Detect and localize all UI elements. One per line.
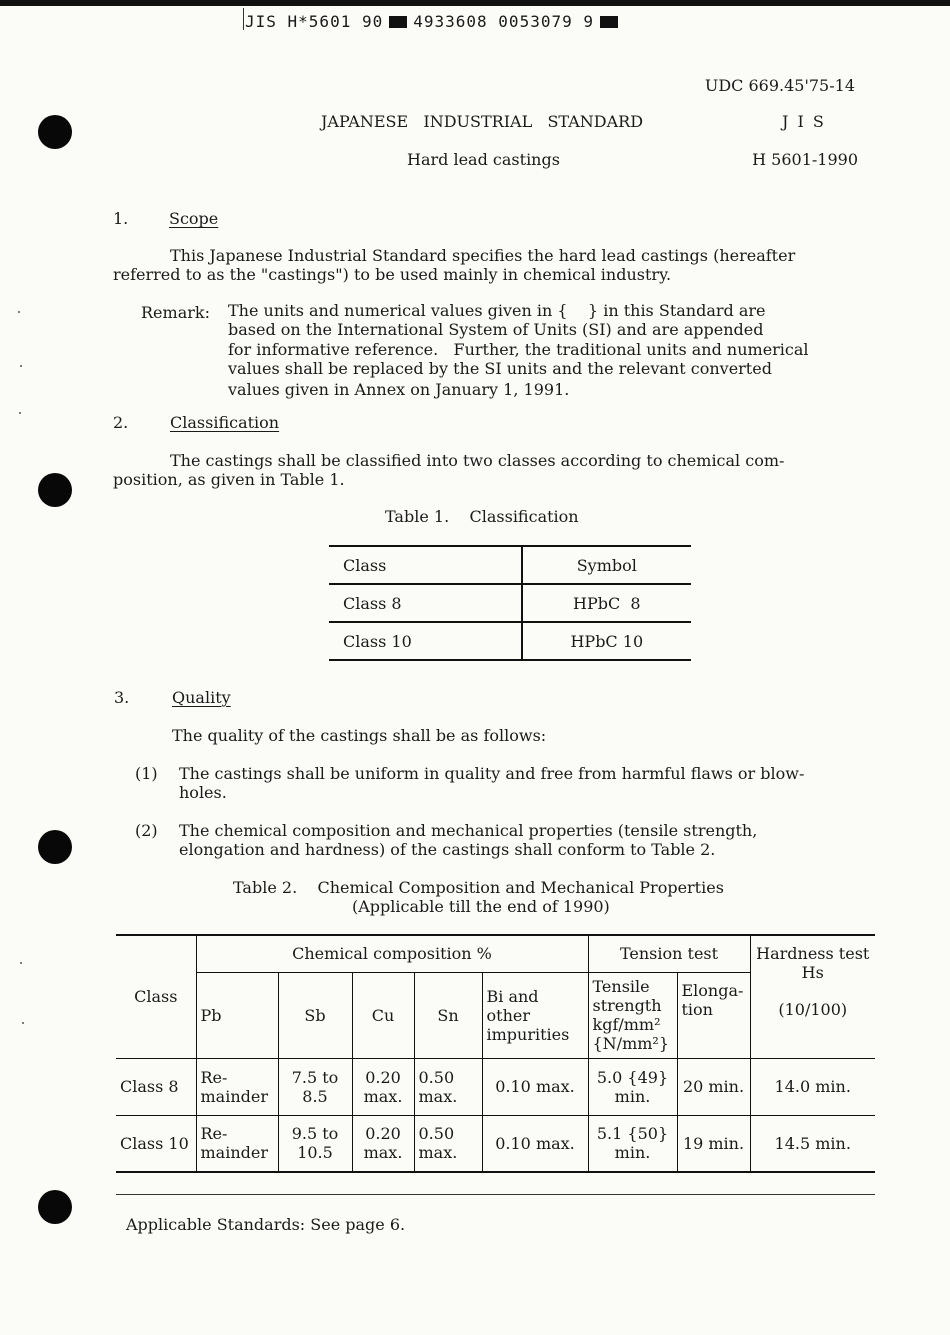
table-row [116, 1058, 875, 1115]
header-hardness-sub: (10/100) [778, 1000, 848, 1019]
classification-line-1: The castings shall be classified into two classes according to chemical com- [170, 451, 785, 470]
cell-class: Class 8 [116, 1058, 196, 1115]
cell-cu: 0.20 max. [352, 1115, 414, 1172]
cell-bi: 0.10 max. [482, 1115, 588, 1172]
cell-hardness: 14.5 min. [750, 1115, 875, 1172]
cell-pb: Re- mainder [196, 1115, 278, 1172]
item-2-line-1: The chemical composition and mechanical properties (tensile strength, [179, 821, 758, 840]
scan-header-left: JIS H*5601 90 [245, 12, 384, 31]
header-sb: Sb [278, 972, 352, 1058]
scan-header [245, 12, 624, 31]
header-bi-impurities: Bi and other impurities [482, 972, 588, 1058]
doc-title: Hard lead castings [407, 150, 560, 169]
cell-hardness: 14.0 min. [750, 1058, 875, 1115]
scan-block-mark [600, 16, 618, 28]
scan-block-mark [389, 16, 407, 28]
table-header-row [329, 546, 691, 584]
header-class: Class [329, 546, 522, 584]
composition-table [116, 934, 875, 1173]
item-1-number: (1) [135, 764, 158, 783]
cell-tensile: 5.0 {49} min. [588, 1058, 677, 1115]
scan-speck [22, 1022, 24, 1024]
udc-code: UDC 669.45'75-14 [704, 76, 855, 95]
header-hardness [750, 935, 875, 1058]
header-tension-test: Tension test [588, 935, 750, 972]
item-1-line-1: The castings shall be uniform in quality and free from harmful flaws or blow- [179, 764, 805, 783]
cell-sb: 9.5 to 10.5 [278, 1115, 352, 1172]
scan-top-border [0, 0, 950, 6]
header-elongation: Elonga- tion [677, 972, 750, 1058]
remark-line-2: based on the International System of Units (SI) and are appended [228, 320, 764, 339]
table-row [329, 622, 691, 660]
header-chemical-composition: Chemical composition % [196, 935, 588, 972]
item-2-line-2: elongation and hardness) of the castings shall conform to Table 2. [179, 840, 716, 859]
header-tensile-strength: Tensile strength kgf/mm² {N/mm²} [588, 972, 677, 1058]
scope-line-1: This Japanese Industrial Standard specifies the hard lead castings (hereafter [170, 246, 796, 265]
section-1-title: Scope [169, 209, 219, 228]
remark-line-5: values given in Annex on January 1, 1991. [228, 380, 570, 399]
punch-hole [38, 1190, 72, 1224]
scan-header-middle: 4933608 0053079 9 [413, 12, 594, 31]
jis-mark: J I S [782, 112, 826, 131]
cell-pb: Re- mainder [196, 1058, 278, 1115]
cell-sn: 0.50 max. [414, 1058, 482, 1115]
quality-intro: The quality of the castings shall be as follows: [172, 726, 547, 745]
applicable-standards: Applicable Standards: See page 6. [126, 1215, 406, 1234]
remark-line-1: The units and numerical values given in { } in this Standard are [228, 301, 766, 320]
header-symbol: Symbol [522, 546, 691, 584]
punch-hole [38, 830, 72, 864]
header-cu: Cu [352, 972, 414, 1058]
footer-divider [116, 1194, 875, 1195]
punch-hole [38, 115, 72, 149]
classification-line-2: position, as given in Table 1. [113, 470, 345, 489]
remark-label: Remark: [141, 303, 210, 322]
cell-sn: 0.50 max. [414, 1115, 482, 1172]
section-2-title: Classification [170, 413, 280, 432]
cell-class: Class 10 [116, 1115, 196, 1172]
section-3-title: Quality [172, 688, 231, 707]
table-row [329, 584, 691, 622]
table-2-caption: Table 2. Chemical Composition and Mechanical Properties [233, 878, 724, 897]
punch-hole [38, 473, 72, 507]
section-3-number: 3. [114, 688, 130, 707]
cell-tensile: 5.1 {50} min. [588, 1115, 677, 1172]
doc-number: H 5601-1990 [752, 150, 858, 169]
header-pb: Pb [196, 972, 278, 1058]
classification-table [329, 545, 691, 661]
cell-bi: 0.10 max. [482, 1058, 588, 1115]
header-hardness-label: Hardness test Hs [756, 944, 870, 982]
section-2-number: 2. [113, 413, 129, 432]
cell-class: Class 10 [329, 622, 522, 660]
item-2-number: (2) [135, 821, 158, 840]
scan-speck [20, 365, 22, 367]
cell-elongation: 20 min. [677, 1058, 750, 1115]
cell-elongation: 19 min. [677, 1115, 750, 1172]
cell-symbol: HPbC 8 [522, 584, 691, 622]
cell-symbol: HPbC 10 [522, 622, 691, 660]
scan-speck [20, 962, 22, 964]
cell-sb: 7.5 to 8.5 [278, 1058, 352, 1115]
scan-speck [19, 412, 21, 414]
standard-org: JAPANESE INDUSTRIAL STANDARD [321, 112, 644, 131]
remark-line-4: values shall be replaced by the SI units and the relevant converted [228, 359, 772, 378]
item-1-line-2: holes. [179, 783, 227, 802]
cell-cu: 0.20 max. [352, 1058, 414, 1115]
table-2-subcaption: (Applicable till the end of 1990) [352, 897, 610, 916]
scope-line-2: referred to as the "castings") to be used mainly in chemical industry. [113, 265, 672, 284]
header-class: Class [116, 935, 196, 1058]
scan-tick-mark [243, 8, 244, 30]
header-sn: Sn [414, 972, 482, 1058]
table-row [116, 1115, 875, 1172]
table-header-row [116, 935, 875, 972]
section-1-number: 1. [113, 209, 129, 228]
cell-class: Class 8 [329, 584, 522, 622]
table-1-caption: Table 1. Classification [385, 507, 579, 526]
remark-line-3: for informative reference. Further, the traditional units and numerical [228, 340, 809, 359]
scan-speck [18, 311, 20, 313]
